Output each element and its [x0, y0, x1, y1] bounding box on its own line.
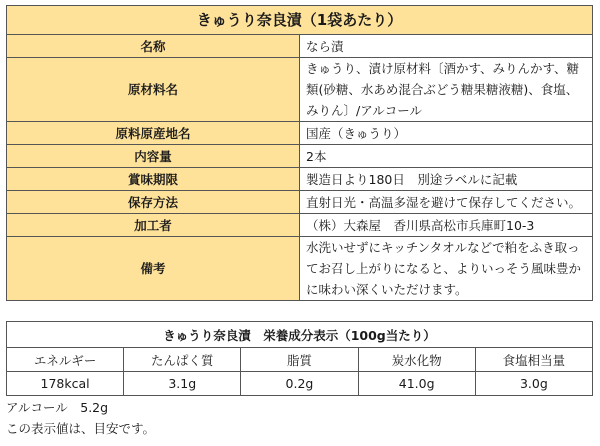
nutrition-header-row — [7, 348, 593, 372]
product-label-table — [6, 5, 593, 301]
nutrition-header-fat: 脂質 — [241, 348, 358, 372]
table-row — [7, 191, 593, 214]
row-value-notes: 水洗いせずにキッチンタオルなどで粕をふき取ってお召し上がりになると、よりいっそう風味豊かに味わい深くいただけます。 — [300, 237, 593, 301]
row-value-name: なら漬 — [300, 35, 593, 58]
row-label-name: 名称 — [7, 35, 300, 58]
nutrition-header-energy: エネルギー — [7, 348, 124, 372]
estimate-note: この表示値は、目安です。 — [6, 421, 156, 436]
table-row — [7, 145, 593, 168]
row-value-origin: 国産（きゅうり） — [300, 122, 593, 145]
label-table-title: きゅうり奈良漬（1袋あたり） — [7, 6, 593, 35]
table-row — [7, 214, 593, 237]
nutrition-value-fat: 0.2g — [241, 372, 358, 396]
row-label-best-before: 賞味期限 — [7, 168, 300, 191]
nutrition-value-energy: 178kcal — [7, 372, 124, 396]
row-value-contents: 2本 — [300, 145, 593, 168]
row-value-best-before: 製造日より180日 別途ラベルに記載 — [300, 168, 593, 191]
nutrition-value-row — [7, 372, 593, 396]
table-row — [7, 122, 593, 145]
row-value-storage: 直射日光・高温多湿を避けて保存してください。 — [300, 191, 593, 214]
row-value-ingredients: きゅうり、漬け原材料〔酒かす、みりんかす、糖類(砂糖、水あめ混合ぶどう糖果糖液糖)、食塩、みりん〕/アルコール — [300, 58, 593, 122]
nutrition-value-carbohydrate: 41.0g — [358, 372, 475, 396]
nutrition-header-salt: 食塩相当量 — [475, 348, 592, 372]
nutrition-table-title: きゅうり奈良漬 栄養成分表示（100g当たり） — [7, 322, 593, 348]
row-label-contents: 内容量 — [7, 145, 300, 168]
table-row — [7, 58, 593, 122]
row-value-processor: （株）大森屋 香川県高松市兵庫町10-3 — [300, 214, 593, 237]
nutrition-facts-table — [6, 321, 593, 396]
table-row — [7, 237, 593, 301]
row-label-storage: 保存方法 — [7, 191, 300, 214]
nutrition-value-salt: 3.0g — [475, 372, 592, 396]
row-label-origin: 原料原産地名 — [7, 122, 300, 145]
nutrition-header-protein: たんぱく質 — [124, 348, 241, 372]
row-label-ingredients: 原材料名 — [7, 58, 300, 122]
table-row — [7, 168, 593, 191]
nutrition-value-protein: 3.1g — [124, 372, 241, 396]
row-label-processor: 加工者 — [7, 214, 300, 237]
row-label-notes: 備考 — [7, 237, 300, 301]
alcohol-note: アルコール 5.2g — [6, 400, 109, 415]
table-row — [7, 35, 593, 58]
nutrition-header-carbohydrate: 炭水化物 — [358, 348, 475, 372]
